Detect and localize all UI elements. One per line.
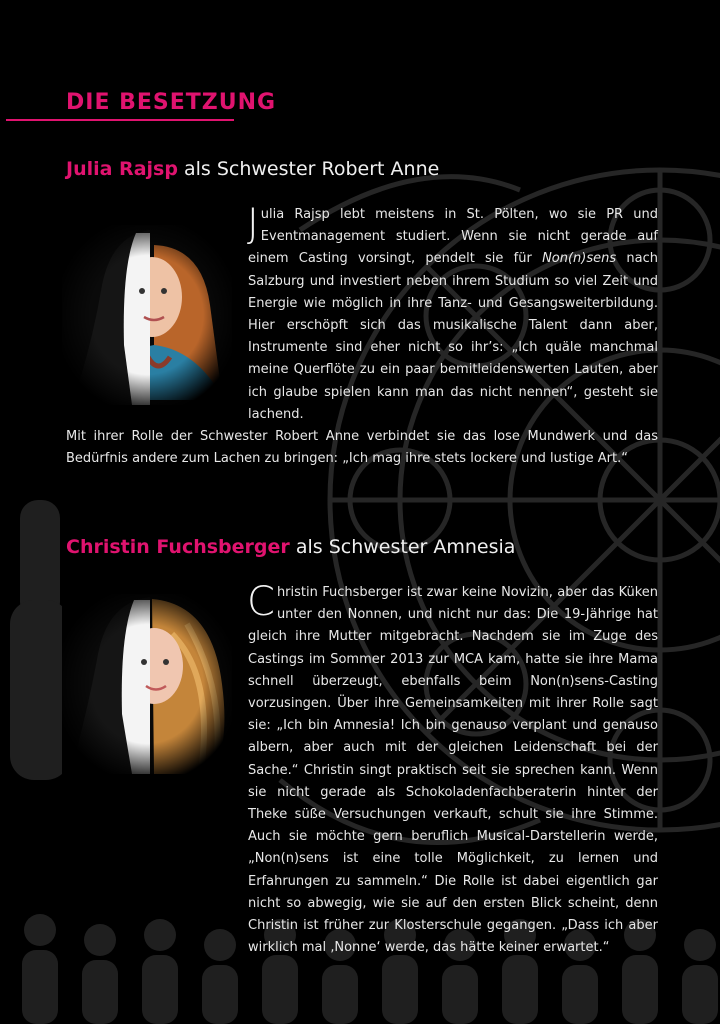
member-bio-julia: Julia Rajsp lebt meistens in St. Pölten, wo sie PR und Eventmanagement studiert. Wenn sie nicht gerade auf einem Casting vorsingt, pendelt sie für Non(n)sens nach Salzburg und investiert neben ihrem Studium so viel Zeit und Energie wie möglich in ihre Tanz- und Gesangsweiterbildung. Hier erschöpft sich das musikalische Talent dann aber, Instrumente sind eher nicht so ihr’s: „Ich quäle manchmal meine Querflöte zu ein paar bemitleidenswerten Lauten, aber ich glaube spielen kann man das nicht nennen“, gesteht sie lachend. — [247, 201, 658, 422]
drop-cap: J — [247, 201, 259, 247]
member-heading-christin — [66, 536, 515, 558]
member-heading-julia — [66, 158, 439, 180]
section-underline — [6, 119, 234, 121]
member-role: als Schwester Robert Anne — [183, 158, 440, 180]
section-title: DIE BESETZUNG — [66, 90, 277, 115]
drop-cap: C — [247, 579, 275, 625]
member-bio-julia-paragraph-2: Mit ihrer Rolle der Schwester Robert Anne verbindet sie das lose Mundwerk und das Bedürfnis andere zum Lachen zu bringen: „Ich mag ihre stets lockere und lustige Art.“ — [66, 429, 658, 467]
member-role: als Schwester Amnesia — [295, 536, 516, 558]
member-name: Julia Rajsp — [66, 158, 178, 180]
member-bio-christin: Christin Fuchsberger ist zwar keine Novizin, aber das Küken unter den Nonnen, und nicht nur das: Die 19-Jährige hat gleich ihre Mutter mitgebracht. Nachdem sie im Zuge des Castings im Sommer 2013 zur MCA kam, hatte sie ihre Mama schnell überzeugt, ebenfalls beim Non(n)sens-Casting vorzusingen. Über ihre Gemeinsamkeiten mit ihrer Rolle sagt sie: „Ich bin Amnesia! Ich bin genauso verplant und genauso albern, aber auch mit der gleichen Leidenschaft bei der Sache.“ Christin singt praktisch seit sie sprechen kann. Wenn sie nicht gerade als Schokoladenfachberaterin hinter der Theke süße Versuchungen verkauft, schult sie ihre Stimme. Auch sie möchte gern beruflich Musical-Darstellerin werde, „Non(n)sens ist eine tolle Möglichkeit, zu lernen und Erfahrungen zu sammeln.“ Die Rolle ist dabei eigentlich gar nicht so abwegig, wie sie auf den ersten Blick scheint, denn Christin ist früher zur Klosterschule gegangen. „Dass ich aber wirklich mal ‚Nonne‘ werde, das hätte keiner erwartet.“ — [247, 579, 658, 956]
member-name: Christin Fuchsberger — [66, 536, 290, 558]
